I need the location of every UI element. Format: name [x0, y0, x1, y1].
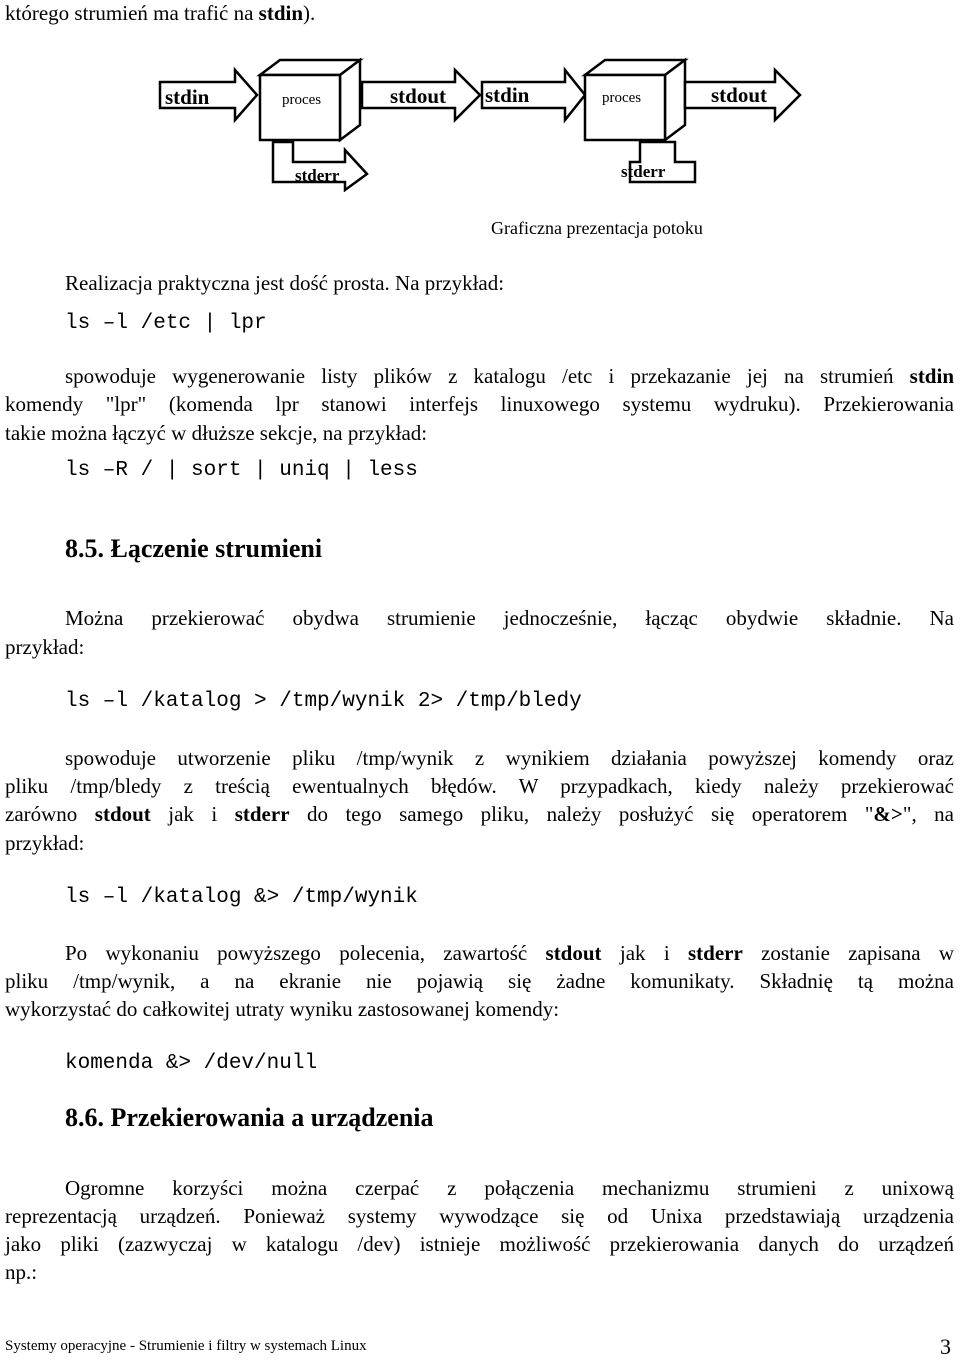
paragraph-6-line-1: Ogromne korzyści można czerpać z połączenia mechanizmu strumieni z unixową — [65, 1176, 954, 1200]
page-footer: Systemy operacyjne - Strumienie i filtry w systemach Linux — [5, 1338, 367, 1354]
paragraph-6-line-3: jako pliki (zazwyczaj w katalogu /dev) istnieje możliwość przekierowania danych do urządzeń — [5, 1232, 954, 1256]
para4-text-c: jak i — [150, 802, 235, 826]
section-heading-8-5: 8.5. Łączenie strumieni — [65, 534, 323, 563]
paragraph-4-line-4: przykład: — [5, 831, 85, 855]
para4-bold-d: stderr — [234, 802, 290, 826]
pipe-diagram — [155, 52, 805, 192]
stdout-label-2: stdout — [711, 83, 768, 107]
top-line-text-end: ). — [303, 1, 316, 25]
top-text-line — [5, 0, 954, 26]
top-line-text: którego strumień ma trafić na — [5, 1, 259, 25]
para5-bold-d: stderr — [687, 941, 743, 965]
diagram-caption — [0, 218, 960, 239]
paragraph-2-line-1 — [65, 363, 954, 389]
paragraph-5-line-3: wykorzystać do całkowitej utraty wyniku zastosowanej komendy: — [5, 997, 560, 1021]
paragraph-4-line-1: spowoduje utworzenie pliku /tmp/wynik z wynikiem działania powyższej komendy oraz — [65, 746, 954, 770]
section-heading-8-6: 8.6. Przekierowania a urządzenia — [65, 1103, 434, 1132]
code-example-1: ls –l /etc | lpr — [65, 312, 267, 335]
code-example-5: komenda &> /dev/null — [65, 1052, 318, 1075]
proces-label-2: proces — [602, 90, 642, 106]
code-example-2: ls –R / | sort | uniq | less — [65, 459, 418, 482]
paragraph-6-line-2: reprezentacją urządzeń. Ponieważ systemy wywodzące się od Unixa przedstawiają urządzenia — [5, 1204, 954, 1228]
proces-label-1: proces — [282, 92, 322, 108]
paragraph-5-line-2: pliku /tmp/wynik, a na ekranie nie pojawią się żadne komunikaty. Składnię tą można — [5, 969, 954, 993]
paragraph-5-line-1 — [65, 940, 954, 966]
paragraph-6-line-4: np.: — [5, 1260, 38, 1284]
stdin-label-1: stdin — [165, 85, 210, 109]
para4-text-g: ", na — [902, 802, 954, 826]
top-line-bold: stdin — [258, 1, 304, 25]
stderr-label-2: stderr — [621, 162, 666, 181]
stdout-label-1: stdout — [390, 84, 447, 108]
paragraph-3-line-1: Można przekierować obydwa strumienie jednocześnie, łącząc obydwie składnie. Na — [65, 606, 954, 630]
para2-text: spowoduje wygenerowanie listy plików z katalogu /etc i przekazanie jej na strumień — [65, 364, 910, 388]
para5-text-c: jak i — [601, 941, 688, 965]
process-box-2-side — [665, 60, 685, 140]
para4-bold-b: stdout — [94, 802, 151, 826]
para4-bold-f: &> — [873, 802, 903, 826]
code-example-3: ls –l /katalog > /tmp/wynik 2> /tmp/bledy — [65, 690, 582, 713]
paragraph-4-line-3 — [5, 801, 954, 827]
code-example-4: ls –l /katalog &> /tmp/wynik — [65, 886, 418, 909]
paragraph-2-line-3: takie można łączyć w dłuższe sekcje, na przykład: — [5, 421, 428, 445]
paragraph-intro: Realizacja praktyczna jest dość prosta. Na przykład: — [65, 271, 505, 295]
para4-text-e: do tego samego pliku, należy posłużyć się operatorem " — [289, 802, 874, 826]
paragraph-2-line-2: komendy "lpr" (komenda lpr stanowi interfejs linuxowego systemu wydruku). Przekierowania — [5, 392, 954, 416]
process-box-2-front — [585, 75, 665, 140]
diagram-caption-text: Graficzna prezentacja potoku — [491, 218, 703, 238]
para2-bold: stdin — [909, 364, 954, 388]
paragraph-4-line-2: pliku /tmp/bledy z treścią ewentualnych błędów. W przypadkach, kiedy należy przekierować — [5, 774, 954, 798]
stdin-label-2: stdin — [485, 83, 530, 107]
para5-text-a: Po wykonaniu powyższego polecenia, zawartość — [65, 941, 546, 965]
para4-text-a: zarówno — [5, 802, 95, 826]
stderr-label-1: stderr — [295, 166, 340, 185]
para5-bold-b: stdout — [545, 941, 602, 965]
paragraph-3-line-2: przykład: — [5, 635, 85, 659]
process-box-1-side — [340, 60, 360, 140]
para5-text-e: zostanie zapisana w — [742, 941, 954, 965]
page-number: 3 — [940, 1334, 951, 1359]
